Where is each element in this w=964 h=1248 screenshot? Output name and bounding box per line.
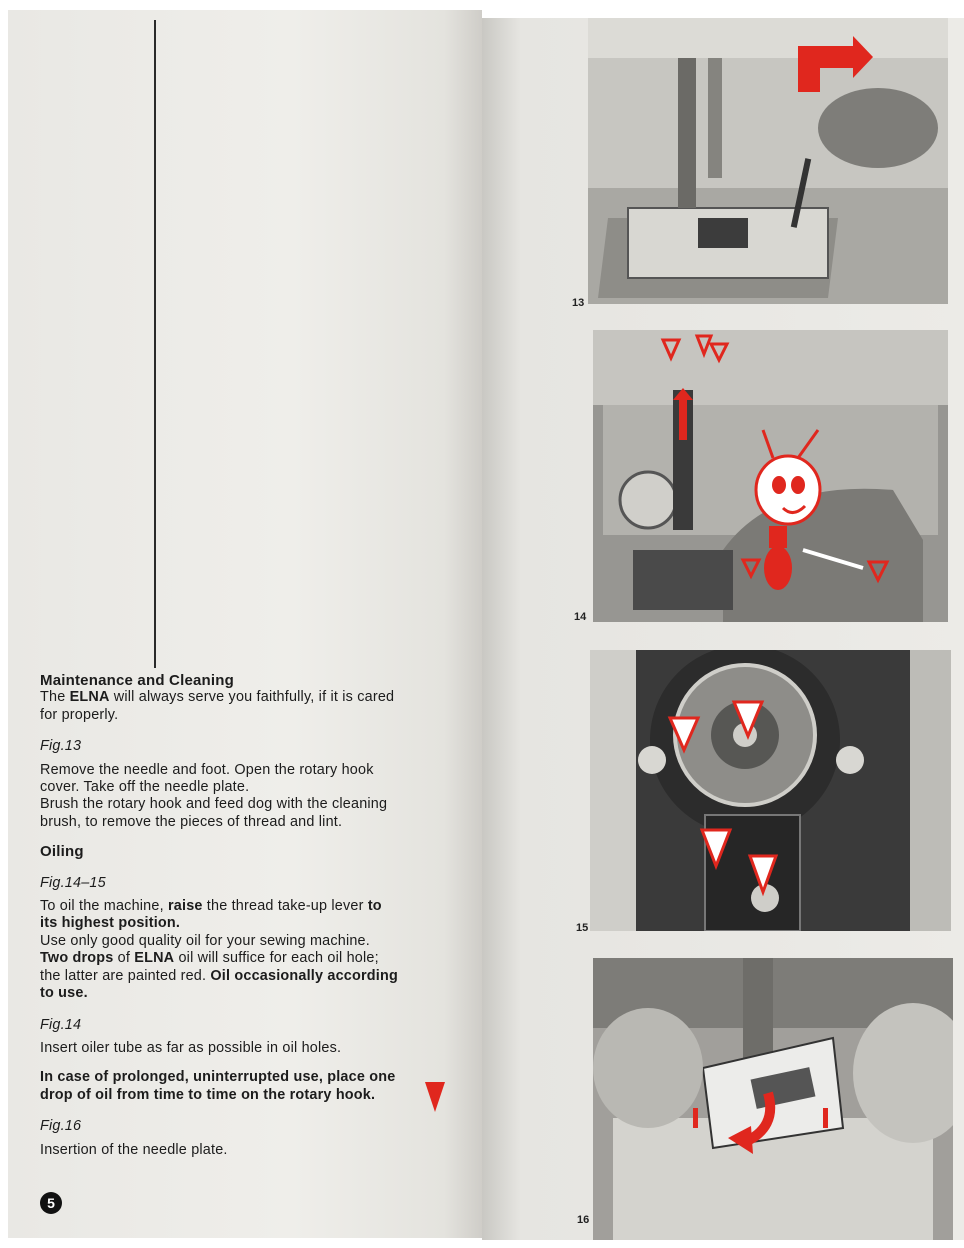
page-number-badge: 5 bbox=[40, 1192, 62, 1214]
figure-16-photo bbox=[593, 958, 953, 1240]
brand-name-2: ELNA bbox=[134, 950, 175, 967]
oil-text-mid: the thread take-up lever bbox=[202, 898, 368, 915]
oil-bold-position: to its highest position. bbox=[40, 898, 382, 932]
fig16-paragraph: Insertion of the needle plate. bbox=[40, 1141, 228, 1158]
brand-name: ELNA bbox=[69, 689, 110, 706]
red-triangle-marker-icon bbox=[425, 1082, 445, 1112]
intro-paragraph bbox=[40, 689, 402, 724]
figure-number-15: 15 bbox=[576, 922, 589, 934]
oil-text-holes: oil will suffice for each oil hole; the latter are painted red. bbox=[40, 950, 379, 984]
oiling-paragraph-1 bbox=[40, 898, 402, 933]
section-heading-oiling: Oiling bbox=[40, 843, 84, 861]
figure-number-13: 13 bbox=[572, 297, 585, 309]
oil-bold-occasionally: Oil occasionally according to use. bbox=[40, 967, 398, 1002]
figure-14-photo bbox=[593, 330, 948, 622]
oil-text-of: of bbox=[113, 950, 135, 967]
figure-number-16: 16 bbox=[577, 1214, 590, 1226]
vertical-rule bbox=[154, 20, 156, 668]
figure-label-14: Fig.14 bbox=[40, 1016, 82, 1033]
fig13-paragraph-2: Brush the rotary hook and feed dog with the cleaning brush, to remove the pieces of thread and lint. bbox=[40, 796, 388, 830]
figure-label-13: Fig.13 bbox=[40, 738, 82, 755]
fig13-paragraph-1: Remove the needle and foot. Open the rotary hook cover. Take off the needle plate. bbox=[40, 761, 374, 796]
oil-bold-two-drops: Two drops bbox=[40, 950, 114, 967]
oil-bold-raise: raise bbox=[168, 898, 203, 915]
oiling-points-illustration bbox=[593, 330, 948, 622]
fig14-paragraph: Insert oiler tube as far as possible in oil holes. bbox=[40, 1039, 342, 1056]
figure-number-14: 14 bbox=[574, 611, 587, 623]
oiling-paragraph-3 bbox=[40, 950, 402, 1002]
manual-text bbox=[40, 672, 402, 1159]
figure-label-16: Fig.16 bbox=[40, 1118, 82, 1135]
needle-plate-insertion-illustration bbox=[593, 958, 953, 1240]
rotary-hook-illustration bbox=[590, 650, 951, 931]
warning-paragraph: In case of prolonged, uninterrupted use, place one drop of oil from time to time on the rotary hook. bbox=[40, 1069, 396, 1103]
figure-15-photo bbox=[590, 650, 951, 931]
oiling-paragraph-2: Use only good quality oil for your sewing machine. bbox=[40, 932, 370, 949]
sewing-machine-needle-plate-illustration bbox=[588, 18, 948, 304]
section-heading-maintenance: Maintenance and Cleaning bbox=[40, 672, 234, 689]
figure-13-photo bbox=[588, 18, 948, 304]
oil-text: To oil the machine, bbox=[40, 898, 168, 915]
intro-text-end: will always serve you faithfully, if it is cared for properly. bbox=[40, 689, 395, 723]
intro-text: The bbox=[40, 689, 70, 706]
figure-label-14-15: Fig.14–15 bbox=[40, 874, 106, 891]
